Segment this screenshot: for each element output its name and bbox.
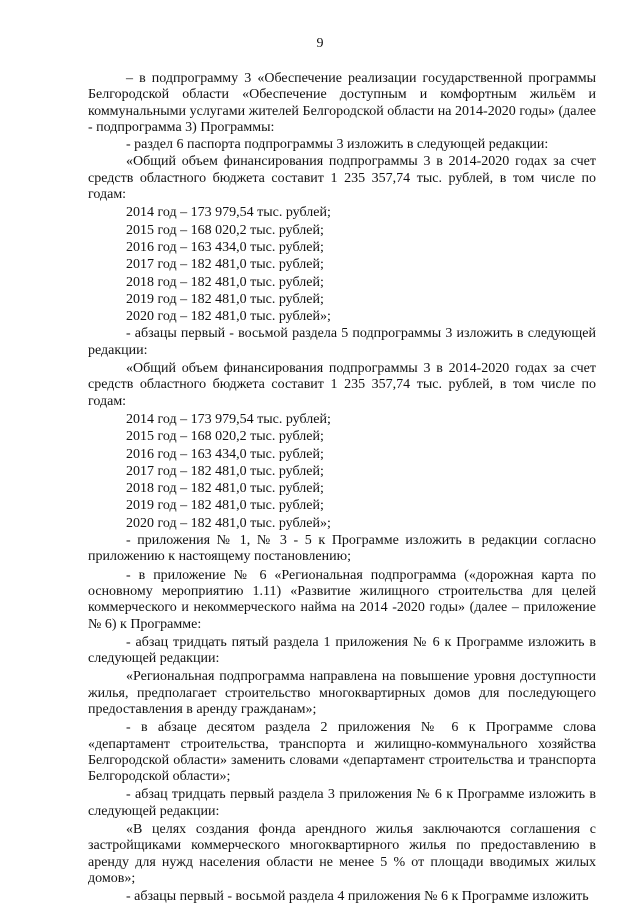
- paragraph: - абзац тридцать пятый раздела 1 приложения № 6 к Программе изложить в следующей редакции:: [88, 634, 596, 667]
- paragraph: «Общий объем финансирования подпрограммы 3 в 2014-2020 годах за счет средств областного бюджета составит 1 235 357,74 тыс. рублей, в том числе по годам:: [88, 154, 596, 203]
- list-item: 2015 год – 168 020,2 тыс. рублей;: [126, 429, 324, 445]
- paragraph: - в абзаце десятом раздела 2 приложения № 6 к Программе слова «департамент строительства, транспорта и жилищно-коммунального хозяйства Белгородской области» заменить словами «департамент строительства и транспорта Белгородской области»;: [88, 720, 596, 785]
- list-item: 2020 год – 182 481,0 тыс. рублей»;: [126, 309, 331, 325]
- list-item: 2016 год – 163 434,0 тыс. рублей;: [126, 239, 324, 255]
- list-item: 2019 год – 182 481,0 тыс. рублей;: [126, 498, 324, 514]
- list-item: 2014 год – 173 979,54 тыс. рублей;: [126, 205, 331, 221]
- list-item: 2017 год – 182 481,0 тыс. рублей;: [126, 257, 324, 273]
- paragraph: - абзац тридцать первый раздела 3 приложения № 6 к Программе изложить в следующей редакции:: [88, 787, 596, 819]
- list-item: 2020 год – 182 481,0 тыс. рублей»;: [126, 515, 331, 531]
- year-list: [88, 205, 596, 325]
- paragraph: - абзацы первый - восьмой раздела 4 приложения № 6 к Программе изложить: [126, 889, 589, 905]
- paragraph: - абзацы первый - восьмой раздела 5 подпрограммы 3 изложить в следующей редакции:: [88, 326, 596, 358]
- list-item: 2014 год – 173 979,54 тыс. рублей;: [126, 411, 331, 427]
- list-item: 2018 год – 182 481,0 тыс. рублей;: [126, 274, 324, 290]
- paragraph: - приложения № 1, № 3 - 5 к Программе изложить в редакции согласно приложению к настоящему постановлению;: [88, 533, 596, 565]
- list-item: 2015 год – 168 020,2 тыс. рублей;: [126, 222, 324, 238]
- paragraph: - в приложение № 6 «Региональная подпрограмма («дорожная карта по основному мероприятию 1.11) «Развитие жилищного строительства для целей коммерческого и некоммерческого найма на 2014 -2020 годы» (далее – приложение № 6) к Программе:: [88, 567, 596, 632]
- paragraph: – в подпрограмму 3 «Обеспечение реализации государственной программы Белгородской области «Обеспечение доступным и комфортным жильём и коммунальными услугами жителей Белгородской области на 2014-2020 годы» (далее - подпрограмма 3) Программы:: [88, 71, 596, 135]
- list-item: 2016 год – 163 434,0 тыс. рублей;: [126, 446, 324, 462]
- page-number: 9: [316, 36, 324, 51]
- list-item: 2019 год – 182 481,0 тыс. рублей;: [126, 291, 324, 307]
- paragraph: «Региональная подпрограмма направлена на повышение уровня доступности жилья, предполагает строительство многоквартирных домов для последующего предоставления в аренду гражданам»;: [88, 669, 596, 717]
- list-item: 2018 год – 182 481,0 тыс. рублей;: [126, 481, 324, 497]
- document-body: [88, 71, 596, 906]
- year-list: [88, 412, 596, 532]
- paragraph: - раздел 6 паспорта подпрограммы 3 изложить в следующей редакции:: [126, 137, 549, 153]
- paragraph: «Общий объем финансирования подпрограммы 3 в 2014-2020 годах за счет средств областного бюджета составит 1 235 357,74 тыс. рублей, в том числе по годам:: [88, 361, 596, 409]
- paragraph: «В целях создания фонда арендного жилья заключаются соглашения с застройщиками коммерческого многоквартирного жилья по предоставлению в аренду для нужд населения области не менее 5 % от площади вводимых жилых домов»;: [88, 822, 596, 886]
- list-item: 2017 год – 182 481,0 тыс. рублей;: [126, 463, 324, 479]
